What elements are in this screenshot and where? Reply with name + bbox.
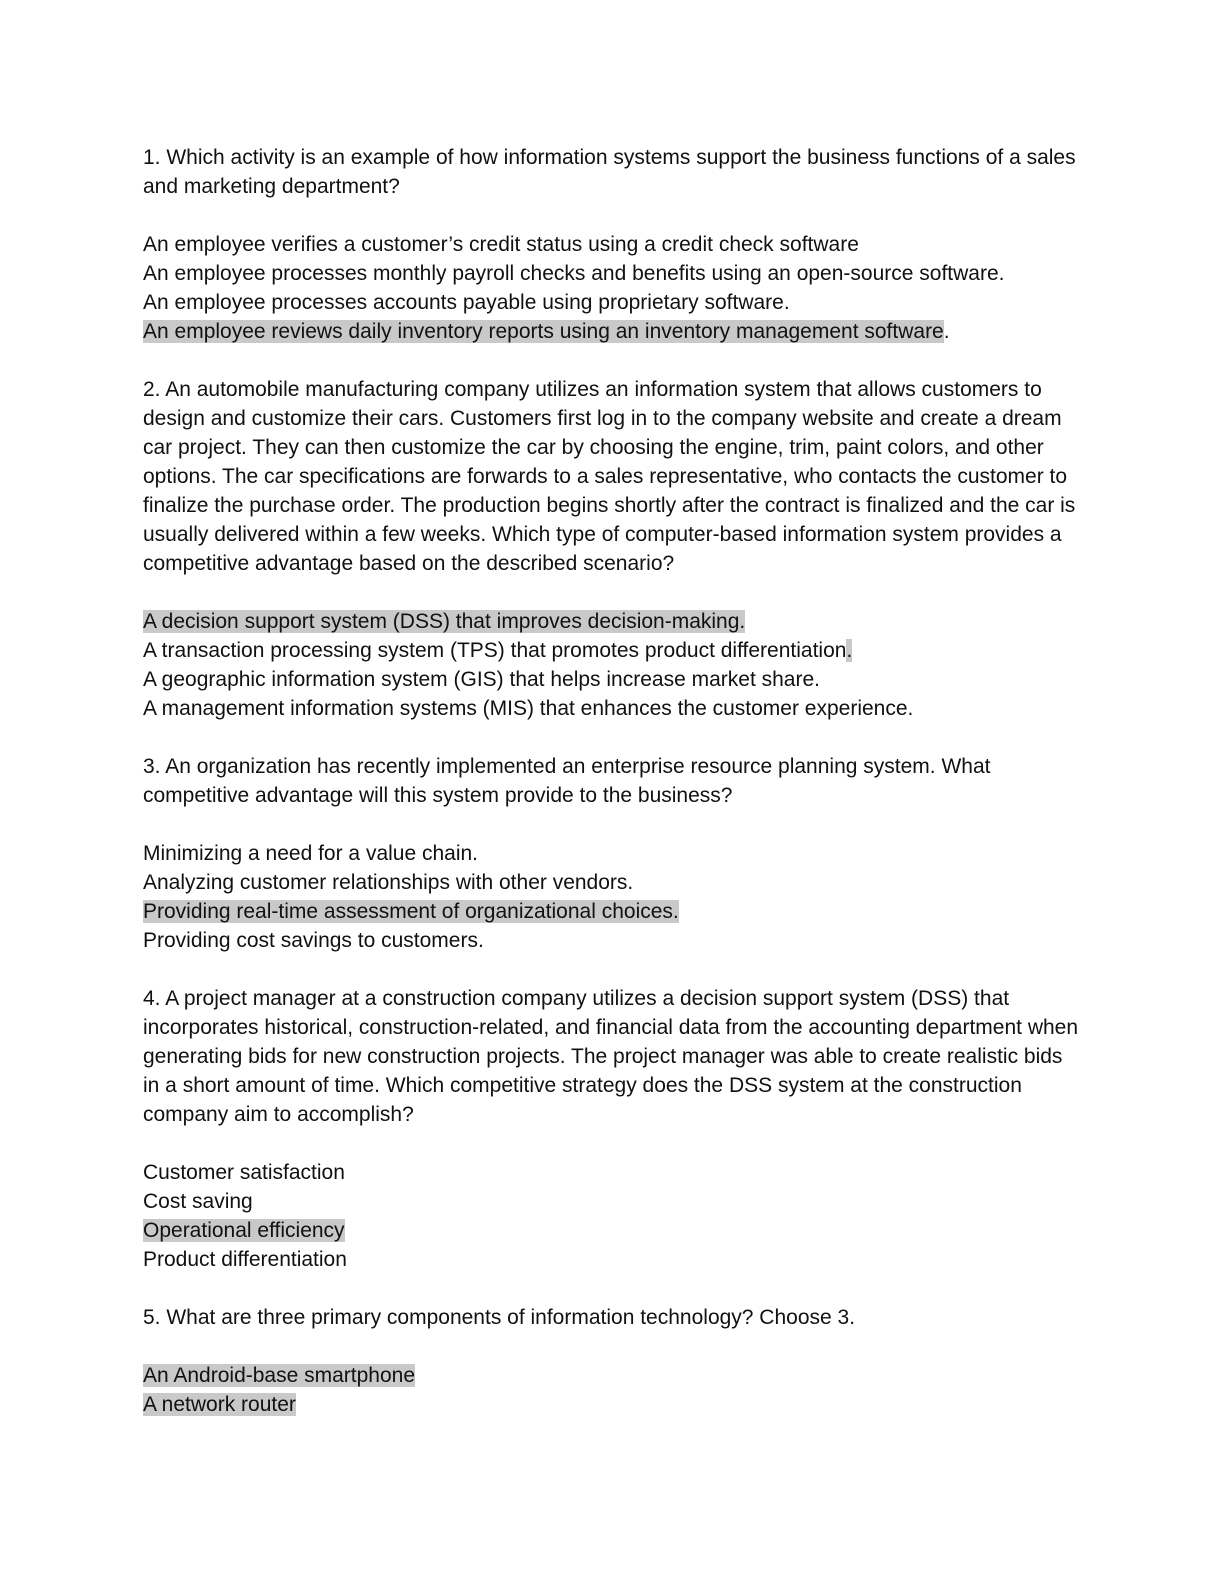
question-1-options (143, 230, 1083, 346)
question-5-option-2-highlighted (143, 1390, 1083, 1419)
question-2-option-1-highlighted (143, 607, 1083, 636)
question-1-option-2: An employee processes monthly payroll checks and benefits using an open-source software. (143, 262, 1005, 285)
question-4-prompt: 4. A project manager at a construction company utilizes a decision support system (DSS) that incorporates historical, construction-related, and financial data from the accounting department when generating bids for new construction projects. The project manager was able to create realistic bids in a short amount of time. Which competitive strategy does the DSS system at the construction company aim to accomplish? (143, 987, 1079, 1126)
highlighted-answer: Operational efficiency (143, 1219, 345, 1242)
question-4-option-3-highlighted (143, 1216, 1083, 1245)
question-3-option-4: Providing cost savings to customers. (143, 929, 484, 952)
question-3-prompt: 3. An organization has recently implemented an enterprise resource planning system. What competitive advantage will this system provide to the business? (143, 755, 991, 807)
question-4-option-2: Cost saving (143, 1190, 253, 1213)
highlighted-answer: Providing real-time assessment of organizational choices. (143, 900, 679, 923)
question-4-options (143, 1158, 1083, 1274)
document-page (143, 143, 1083, 1448)
question-1-option-4-highlighted: An employee reviews daily inventory reports using an inventory management software. (143, 320, 950, 343)
question-2-option-3: A geographic information system (GIS) that helps increase market share. (143, 668, 820, 691)
highlighted-answer: A decision support system (DSS) that improves decision-making. (143, 610, 746, 633)
question-3-option-2: Analyzing customer relationships with other vendors. (143, 871, 634, 894)
question-4-option-4: Product differentiation (143, 1248, 347, 1271)
question-3-options (143, 839, 1083, 955)
highlighted-answer: An employee reviews daily inventory reports using an inventory management software (143, 320, 944, 343)
question-5-option-1-highlighted (143, 1361, 1083, 1390)
highlighted-period: . (846, 639, 853, 662)
question-5-options (143, 1361, 1083, 1419)
question-4-option-1: Customer satisfaction (143, 1161, 345, 1184)
question-1-prompt: 1. Which activity is an example of how information systems support the business functions of a sales and marketing department? (143, 146, 1076, 198)
question-2-prompt: 2. An automobile manufacturing company utilizes an information system that allows customers to design and customize their cars. Customers first log in to the company website and create a dream car project. They can then customize the car by choosing the engine, trim, paint colors, and other options. The car specifications are forwards to a sales representative, who contacts the customer to finalize the purchase order. The production begins shortly after the contract is finalized and the car is usually delivered within a few weeks. Which type of computer-based information system provides a competitive advantage based on the described scenario? (143, 378, 1076, 575)
question-5-prompt: 5. What are three primary components of information technology? Choose 3. (143, 1306, 856, 1329)
highlighted-answer: An Android-base smartphone (143, 1364, 416, 1387)
question-1-option-3: An employee processes accounts payable using proprietary software. (143, 291, 790, 314)
question-2-option-2: A transaction processing system (TPS) that promotes product differentiation. (143, 639, 853, 662)
question-3-option-1: Minimizing a need for a value chain. (143, 842, 479, 865)
highlighted-answer: A network router (143, 1393, 296, 1416)
question-2-options (143, 607, 1083, 723)
question-1-option-1: An employee verifies a customer’s credit status using a credit check software (143, 233, 859, 256)
question-2-option-4: A management information systems (MIS) that enhances the customer experience. (143, 697, 914, 720)
question-3-option-3-highlighted (143, 897, 1083, 926)
